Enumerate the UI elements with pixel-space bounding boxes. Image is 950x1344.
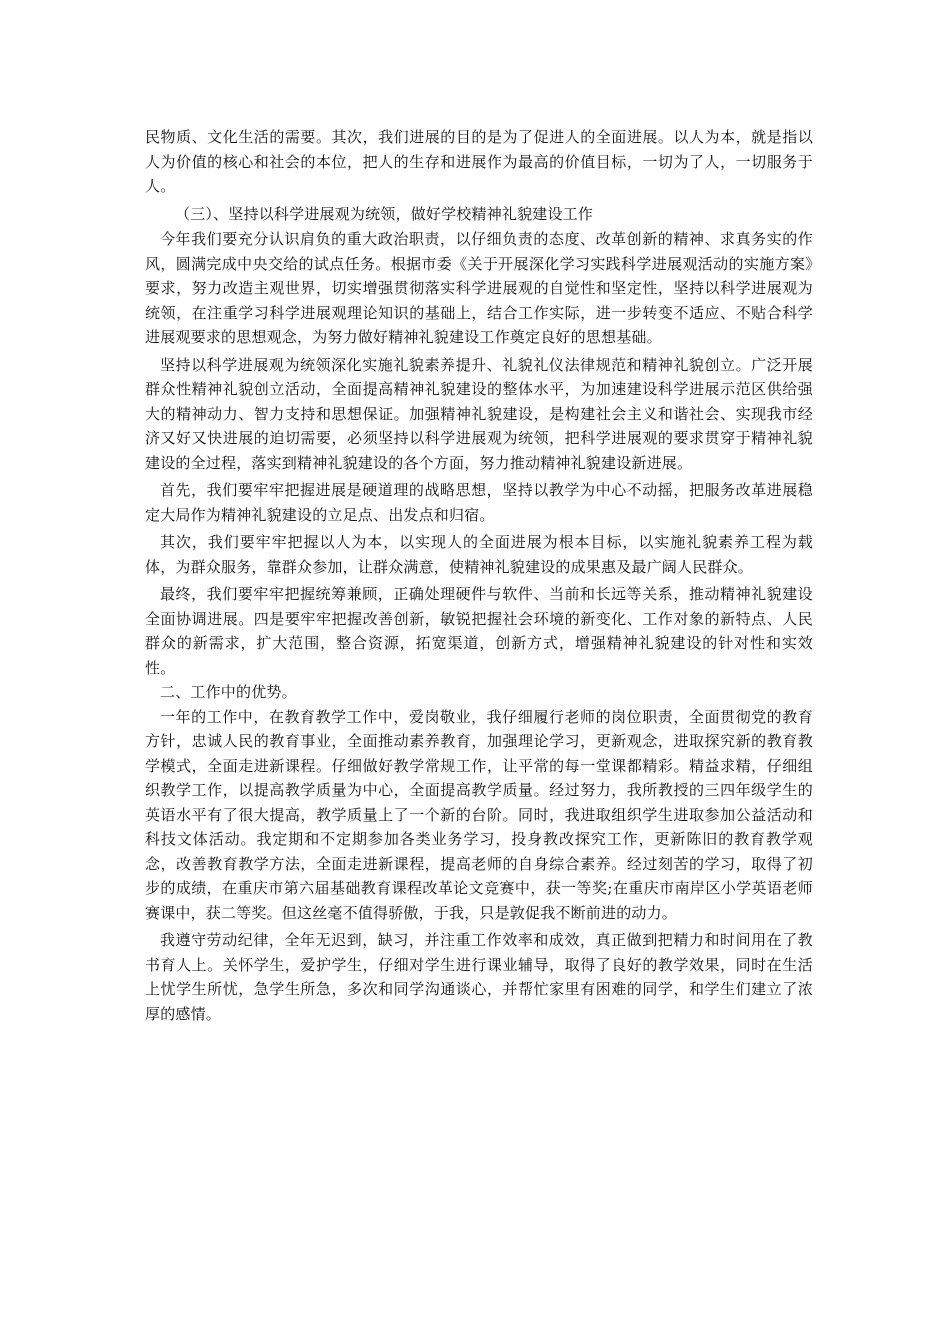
paragraph-discipline: 我遵守劳动纪律，全年无迟到，缺习，并注重工作效率和成效，真正做到把精力和时间用在了教书育人上。关怀学生，爱护学生，仔细对学生进行课业辅导，取得了良好的教学效果，同时在生活上忧学生所忧，急学生所急，多次和同学沟通谈心，并帮忙家里有困难的同学，和学生们建立了浓厚的感情。 <box>145 931 813 1023</box>
document-body <box>145 125 813 1026</box>
section-heading-3: （三）、坚持以科学进展观为统领，做好学校精神礼貌建设工作 <box>175 204 594 223</box>
paragraph-responsibility: 今年我们要充分认识肩负的重大政治职责，以仔细负责的态度、改革创新的精神、求真务实的作风，圆满完成中央交给的试点任务。根据市委《关于开展深化学习实践科学进展观活动的实施方案》要求，努力改造主观世界，切实增强贯彻落实科学进展观的自觉性和坚定性，坚持以科学进展观为统领，在注重学习科学进展观理论知识的基础上，结合工作实际，进一步转变不适应、不贴合科学进展观要求的思想观念，为努力做好精神礼貌建设工作奠定良好的思想基础。 <box>145 230 813 346</box>
paragraph-finally: 最终，我们要牢牢把握统筹兼顾，正确处理硬件与软件、当前和长远等关系，推动精神礼貌建设全面协调进展。四是要牢牢把握改善创新，敏锐把握社会环境的新变化、工作对象的新特点、人民群众的新需求，扩大范围，整合资源，拓宽渠道，创新方式，增强精神礼貌建设的针对性和实效性。 <box>145 585 813 677</box>
paragraph-civilization-creation: 坚持以科学进展观为统领深化实施礼貌素养提升、礼貌礼仪法律规范和精神礼貌创立。广泛开展群众性精神礼貌创立活动，全面提高精神礼貌建设的整体水平，为加速建设科学进展示范区供给强大的精神动力、智力支持和思想保证。加强精神礼貌建设，是构建社会主义和谐社会、实现我市经济又好又快进展的迫切需要，必须坚持以科学进展观为统领，把科学进展观的要求贯穿于精神礼貌建设的全过程，落实到精神礼貌建设的各个方面，努力推动精神礼貌建设新进展。 <box>145 355 813 472</box>
paragraph-second: 其次，我们要牢牢把握以人为本，以实现人的全面进展为根本目标，以实施礼貌素养工程为载体，为群众服务，靠群众参加，让群众满意，使精神礼貌建设的成果惠及最广阔人民群众。 <box>145 533 813 576</box>
paragraph-teaching-work: 一年的工作中，在教育教学工作中，爱岗敬业，我仔细履行老师的岗位职责，全面贯彻党的教育方针，忠诚人民的教育事业，全面推动素养教育，加强理论学习，更新观念，进取探究新的教育教学模式，全面走进新课程。仔细做好教学常规工作，让平常的每一堂课都精彩。精益求精，仔细组织教学工作，以提高教学质量为中心，全面提高教学质量。经过努力，我所教授的三四年级学生的英语水平有了很大提高，教学质量上了一个新的台阶。同时，我进取组织学生进取参加公益活动和科技文体活动。我定期和不定期参加各类业务学习，投身教改探究工作，更新陈旧的教育教学观念，改善教育教学方法，全面走进新课程，提高老师的自身综合素养。经过刻苦的学习，取得了初步的成绩，在重庆市第六届基础教育课程改革论文竞赛中，获一等奖;在重庆市南岸区小学英语老师赛课中，获二等奖。但这丝毫不值得骄傲，于我，只是敦促我不断前进的动力。 <box>145 707 813 922</box>
section-heading-2: 二、工作中的优势。 <box>160 683 297 701</box>
paragraph-continuation: 民物质、文化生活的需要。其次，我们进展的目的是为了促进人的全面进展。以人为本，就是指以人为价值的核心和社会的本位，把人的生存和进展作为最高的价值目标，一切为了人，一切服务于人。 <box>145 128 813 195</box>
paragraph-first: 首先，我们要牢牢把握进展是硬道理的战略思想，坚持以教学为中心不动摇，把服务改革进展稳定大局作为精神礼貌建设的立足点、出发点和归宿。 <box>145 481 813 524</box>
